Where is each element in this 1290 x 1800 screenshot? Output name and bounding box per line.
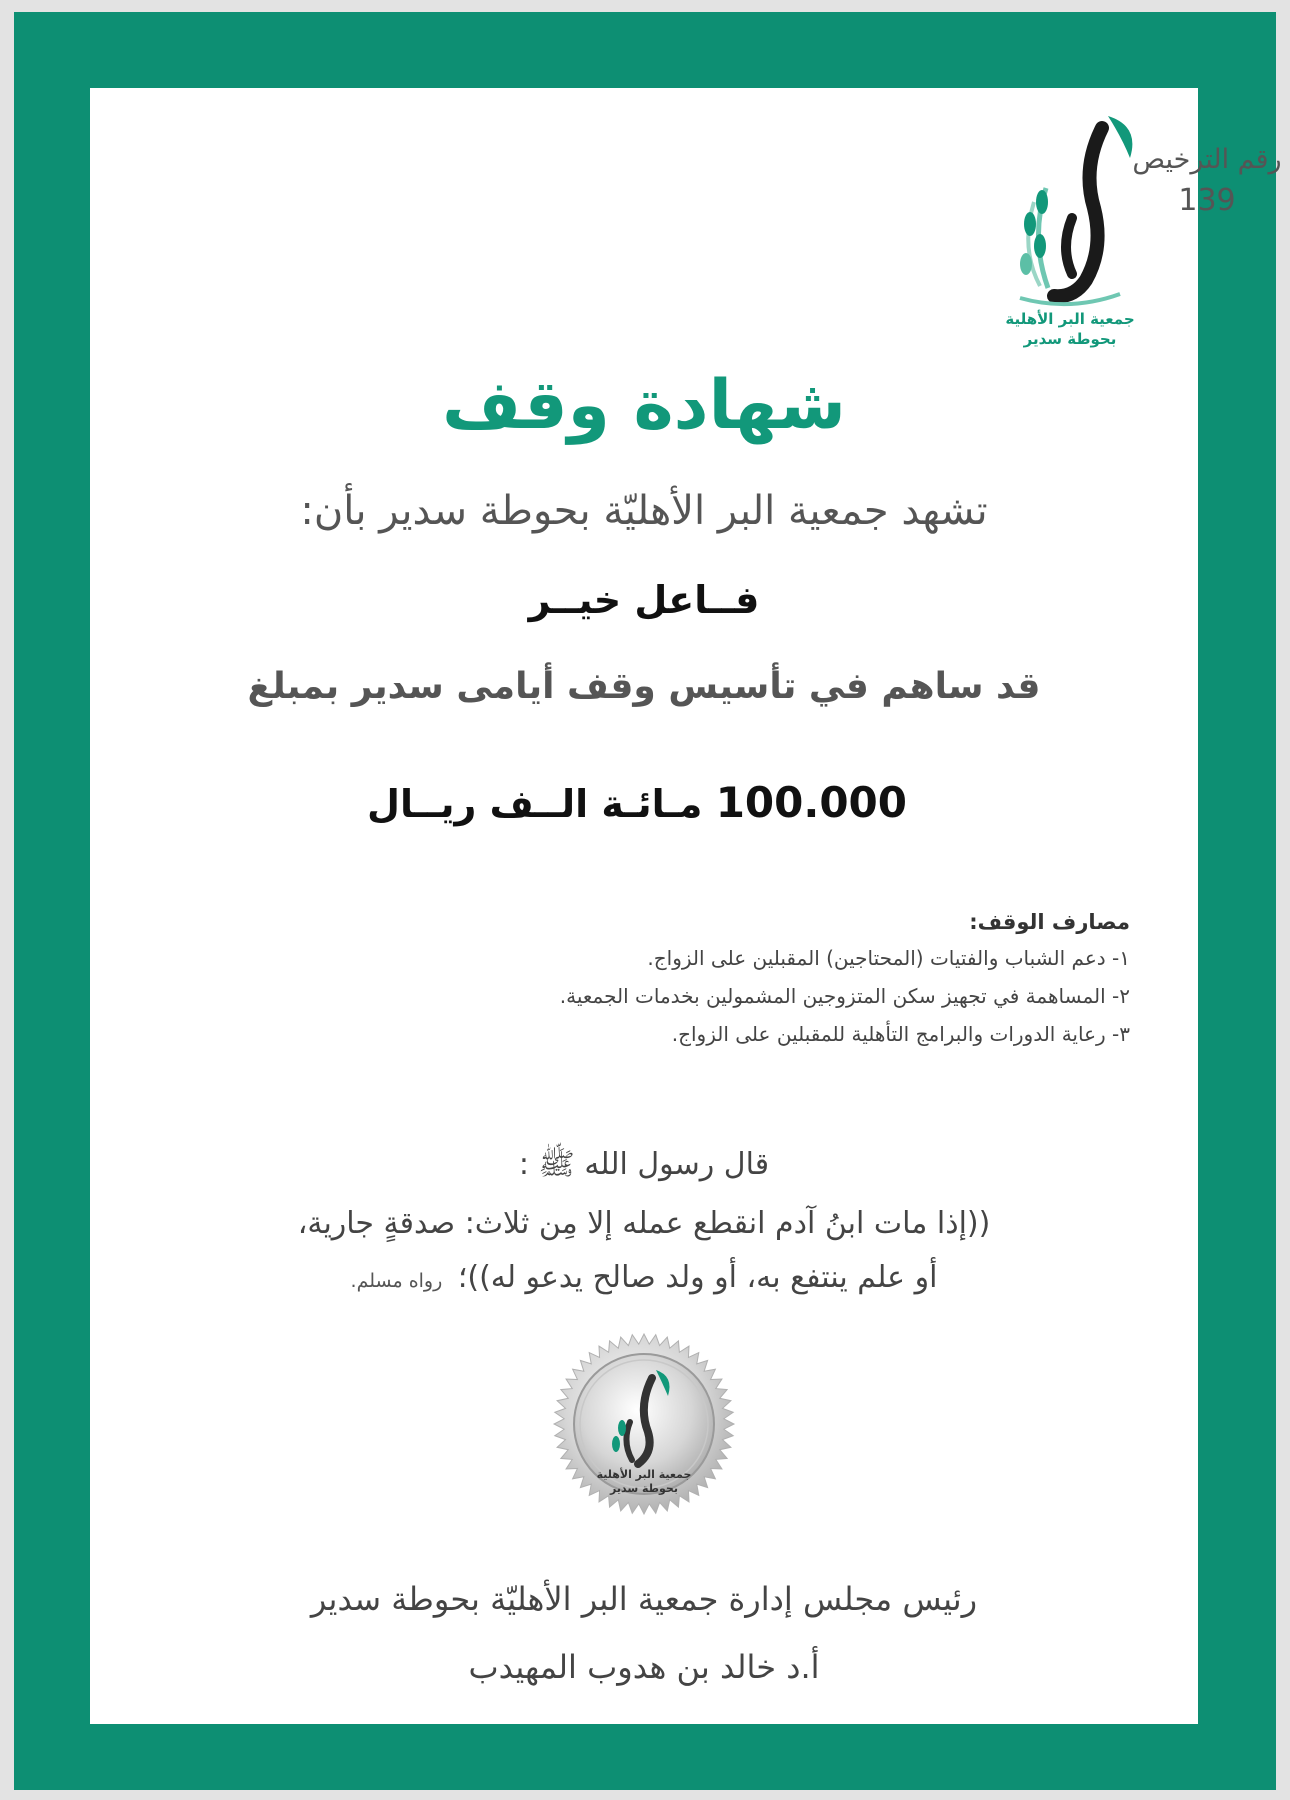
- endowment-uses: [430, 910, 1130, 1060]
- logo-line-2: بحوطة سدير: [1023, 330, 1117, 348]
- use-item: ٣- رعاية الدورات والبرامج التأهلية للمقبلين على الزواج.: [671, 1022, 1130, 1046]
- contribution-statement: قد ساهم في تأسيس وقف أيامى سدير بمبلغ: [247, 666, 1041, 707]
- certificate-border: [14, 12, 1282, 1790]
- donor-name: فــاعل خيــر: [528, 578, 760, 622]
- certificate-title: شهادة وقف: [442, 366, 846, 445]
- hadith-line-2: [90, 1260, 1198, 1295]
- use-item: ١- دعم الشباب والفتيات (المحتاجين) المقبلين على الزواج.: [647, 946, 1130, 970]
- donation-amount: [90, 778, 1198, 827]
- certificate-intro: تشهد جمعية البر الأهليّة بحوطة سدير بأن:: [300, 488, 988, 534]
- hadith-text: أو علم ينتفع به، أو ولد صالح يدعو له))؛: [457, 1260, 938, 1295]
- signatory-role: رئيس مجلس إدارة جمعية البر الأهليّة بحوطة سدير: [310, 1580, 978, 1618]
- use-item: ٢- المساهمة في تجهيز سكن المتزوجين المشمولين بخدمات الجمعية.: [559, 984, 1130, 1008]
- hadith-source: رواه مسلم.: [350, 1270, 443, 1292]
- seal-line-1: جمعية البر الأهلية: [596, 1468, 692, 1481]
- hadith-intro: قال رسول الله ﷺ :: [518, 1147, 770, 1182]
- hadith-line-1: ((إذا مات ابنُ آدم انقطع عمله إلا مِن ثلاث: صدقةٍ جارية،: [297, 1206, 991, 1241]
- license-label: رقم الترخيص: [1132, 144, 1282, 175]
- seal-line-2: بحوطة سدير: [610, 1482, 678, 1495]
- license-number: 139: [1178, 183, 1236, 218]
- signatory-name: أ.د خالد بن هدوب المهيدب: [468, 1648, 820, 1686]
- amount-words: مـائـة الــف ريــال: [367, 782, 703, 826]
- certificate-paper: [90, 88, 1282, 1724]
- amount-number: 100.000: [715, 778, 907, 827]
- logo-line-1: جمعية البر الأهلية: [1005, 310, 1135, 328]
- uses-title: مصارف الوقف:: [969, 910, 1130, 934]
- association-logo: [990, 98, 1150, 348]
- seal-stamp: [552, 1332, 736, 1516]
